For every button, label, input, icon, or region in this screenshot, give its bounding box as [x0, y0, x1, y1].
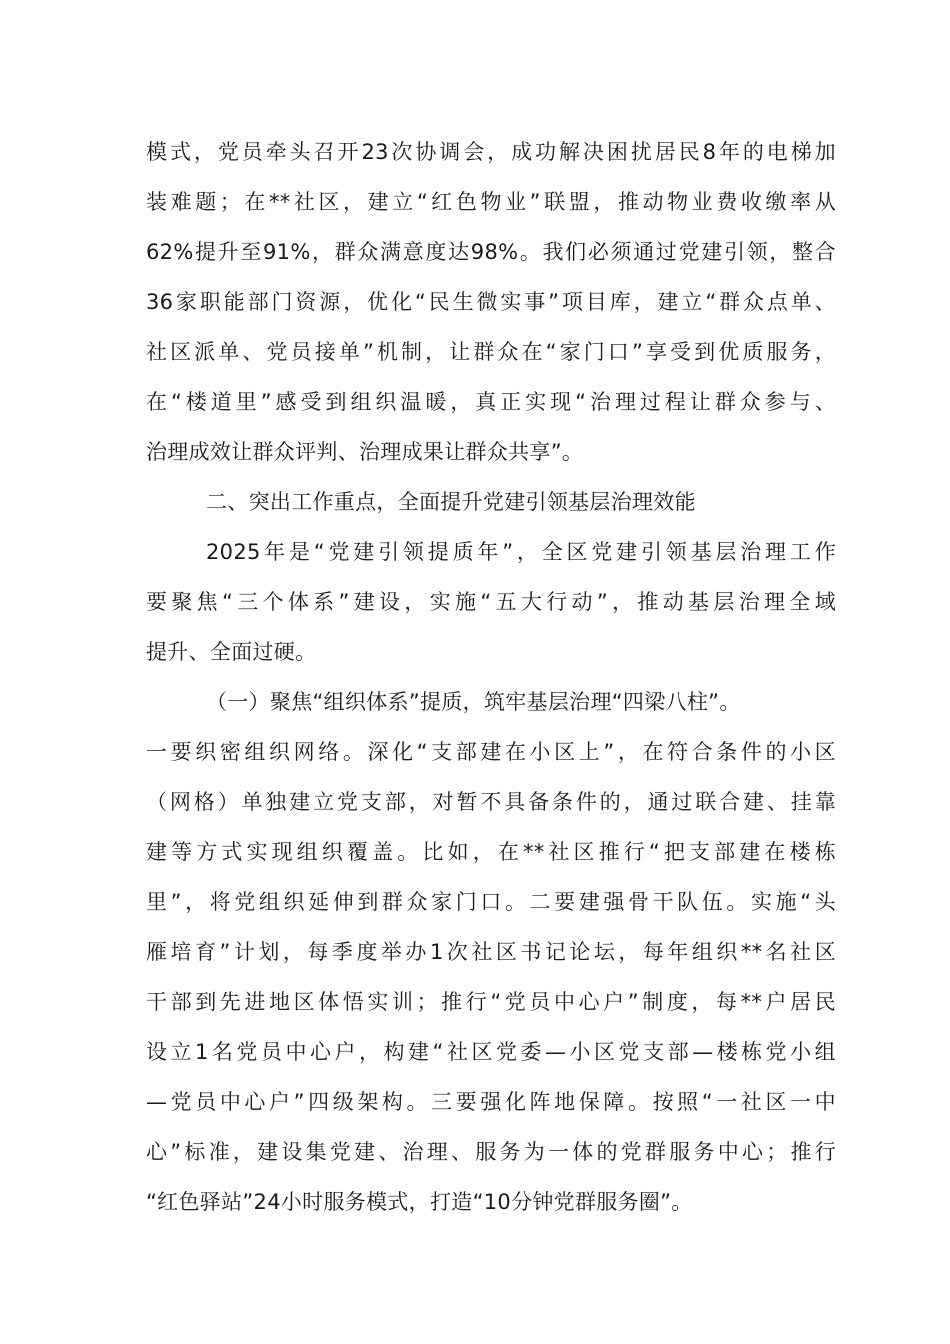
- body-text-line: 治理成效让群众评判、治理成果让群众共享”。: [146, 440, 584, 464]
- body-text-line: “红色驿站”24小时服务模式，打造“10分钟党群服务圈”。: [146, 1190, 693, 1214]
- body-text-line: 62%提升至91%，群众满意度达98%。我们必须通过党建引领，整合: [146, 240, 836, 264]
- body-text-line: 雁培育”计划，每季度举办1次社区书记论坛，每年组织**名社区: [146, 940, 836, 964]
- body-text-line: 模式，党员牵头召开23次协调会，成功解决困扰居民8年的电梯加: [146, 140, 836, 164]
- body-text-line: 提升、全面过硬。: [146, 640, 317, 664]
- body-text-line: 干部到先进地区体悟实训；推行“党员中心户”制度，每**户居民: [146, 990, 836, 1014]
- body-text-line: （网格）单独建立党支部，对暂不具备条件的，通过联合建、挂靠: [146, 790, 836, 814]
- body-text-line: 36家职能部门资源，优化“民生微实事”项目库，建立“群众点单、: [146, 290, 836, 314]
- subsection-heading: （一）聚焦“组织体系”提质，筑牢基层治理“四梁八柱”。: [206, 690, 741, 714]
- body-text-line: 建等方式实现组织覆盖。比如，在**社区推行“把支部建在楼栋: [146, 840, 836, 864]
- body-text-line: 社区派单、党员接单”机制，让群众在“家门口”享受到优质服务，: [146, 340, 836, 364]
- body-text-line: 心”标准，建设集党建、治理、服务为一体的党群服务中心；推行: [146, 1140, 836, 1164]
- body-text-line: 2025年是“党建引领提质年”，全区党建引领基层治理工作: [206, 540, 836, 564]
- body-text-line: —党员中心户”四级架构。三要强化阵地保障。按照“一社区一中: [146, 1090, 836, 1114]
- body-text-line: 装难题；在**社区，建立“红色物业”联盟，推动物业费收缴率从: [146, 190, 836, 214]
- body-text-line: 要聚焦“三个体系”建设，实施“五大行动”，推动基层治理全域: [146, 590, 836, 614]
- body-text-line: 里”，将党组织延伸到群众家门口。二要建强骨干队伍。实施“头: [146, 890, 836, 914]
- body-text-line: 一要织密组织网络。深化“支部建在小区上”，在符合条件的小区: [146, 740, 836, 764]
- section-heading: 二、突出工作重点，全面提升党建引领基层治理效能: [206, 490, 696, 514]
- body-text-line: 设立1名党员中心户，构建“社区党委—小区党支部—楼栋党小组: [146, 1040, 836, 1064]
- body-text-line: 在“楼道里”感受到组织温暖，真正实现“治理过程让群众参与、: [146, 390, 836, 414]
